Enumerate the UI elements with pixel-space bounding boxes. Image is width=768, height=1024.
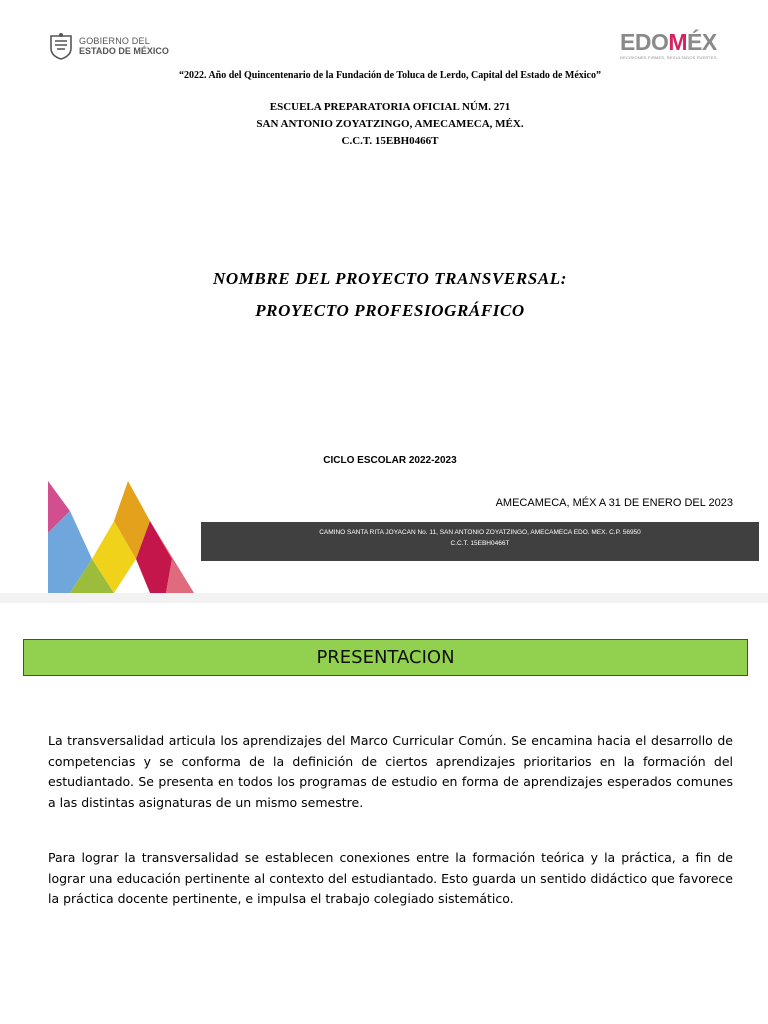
motto-text: “2022. Año del Quincentenario de la Fundación de Toluca de Lerdo, Capital del Estado de México”: [179, 70, 601, 81]
edomex-text-mark: M: [668, 29, 688, 55]
gov-logo: [48, 32, 169, 60]
project-title: [0, 263, 768, 327]
school-location: SAN ANTONIO ZOYATZINGO, AMECAMECA, MÉX.: [256, 118, 524, 130]
footer-cct: C.C.T. 15EBH0466T: [450, 540, 510, 547]
footer-address-band: [201, 522, 759, 561]
gov-logo-line2: ESTADO DE MÉXICO: [79, 46, 169, 56]
decorative-triangles: [48, 481, 194, 593]
school-cct: C.C.T. 15EBH0466T: [341, 135, 439, 147]
edomex-logo: [620, 30, 744, 60]
gov-logo-line1: GOBIERNO DEL: [79, 36, 150, 46]
school-cycle: CICLO ESCOLAR 2022-2023: [323, 455, 457, 466]
coat-of-arms-icon: [48, 32, 74, 60]
edomex-text-left: EDO: [620, 29, 669, 55]
place-date: AMECAMECA, MÉX A 31 DE ENERO DEL 2023: [495, 497, 733, 509]
school-name: ESCUELA PREPARATORIA OFICIAL NÚM. 271: [269, 101, 511, 113]
paragraph-2: Para lograr la transversalidad se establecen conexiones entre la formación teórica y la práctica, a fin de lograr una educación pertinente al contexto del estudiantado. Esto guarda un sentido didáctico que favorece la práctica docente pertinente, e impulsa el trabajo colegiado sistemático.: [48, 850, 733, 906]
footer-address: CAMINO SANTA RITA JOYACAN No. 11, SAN ANTONIO ZOYATZINGO, AMECAMECA EDO. MEX. C.P. 56950: [319, 529, 641, 536]
edomex-text-right: ÉX: [687, 29, 717, 55]
paragraph-1: La transversalidad articula los aprendizajes del Marco Curricular Común. Se encamina hacia el desarrollo de competencias y se conforma de la definición de ciertos aprendizajes prioritarios en la formación del estudiantado. Se presenta en todos los programas de estudio en forma de aprendizajes esperados comunes a las distintas asignaturas de un mismo semestre.: [48, 733, 733, 810]
edomex-tagline: DECISIONES FIRMES, RESULTADOS FUERTES.: [620, 55, 719, 60]
section-heading: PRESENTACION: [23, 639, 748, 676]
school-block: [0, 99, 768, 150]
project-title-line2: PROYECTO PROFESIOGRÁFICO: [255, 301, 525, 320]
project-title-line1: NOMBRE DEL PROYECTO TRANSVERSAL:: [212, 269, 568, 288]
